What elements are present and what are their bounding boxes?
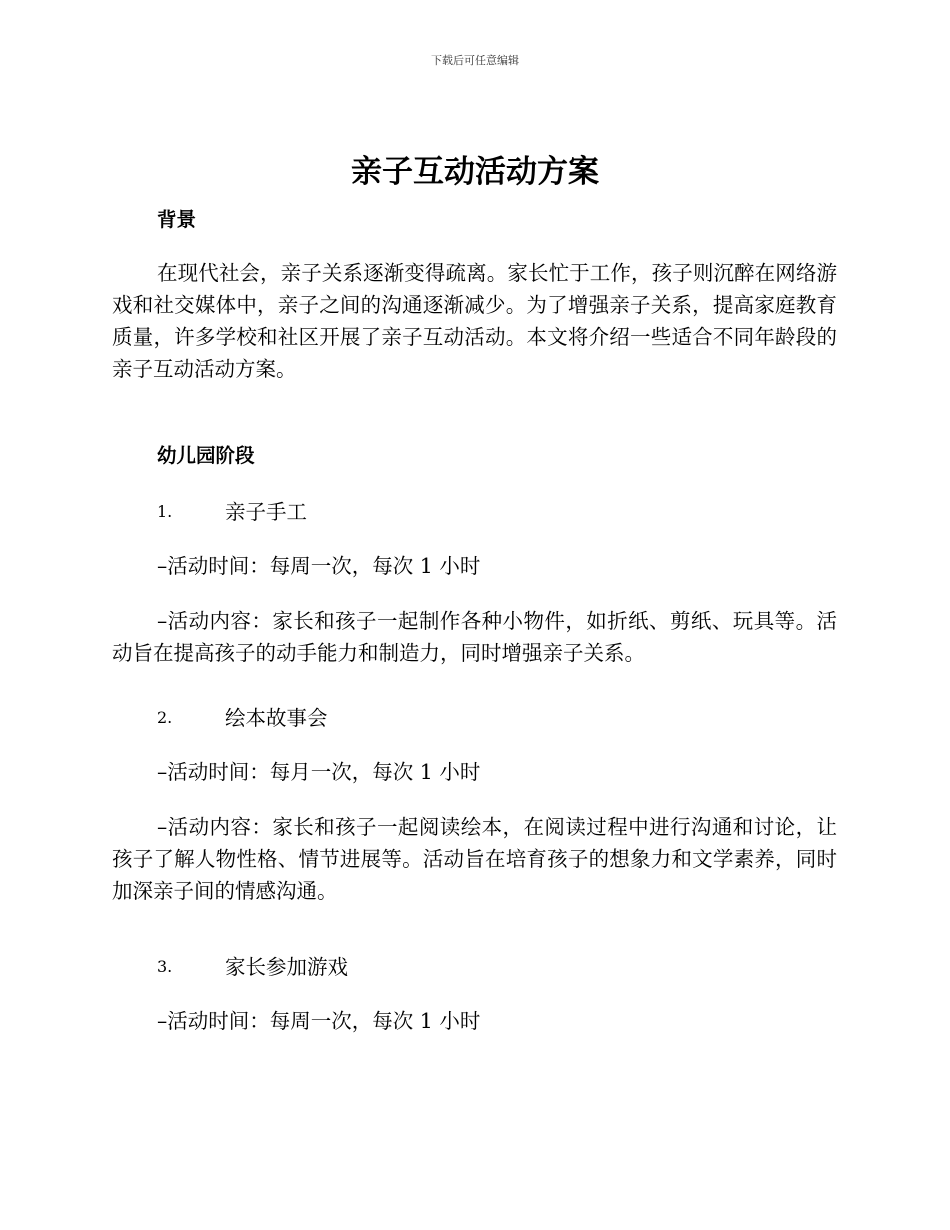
activity-time: –活动时间：每周一次，每次 1 小时 (157, 1009, 481, 1033)
list-item-name: 绘本故事会 (225, 706, 328, 730)
list-item-name: 亲子手工 (225, 500, 307, 524)
activity-content: –活动内容：家长和孩子一起阅读绘本，在阅读过程中进行沟通和讨论，让孩子了解人物性格、情节进展等。活动旨在培育孩子的想象力和文学素养，同时加深亲子间的情感沟通。 (112, 815, 837, 903)
activity-time: –活动时间：每周一次，每次 1 小时 (157, 554, 481, 578)
activity-content: –活动内容：家长和孩子一起制作各种小物件，如折纸、剪纸、玩具等。活动旨在提高孩子的动手能力和制造力，同时增强亲子关系。 (112, 609, 837, 665)
list-item-number: 2. (157, 708, 173, 727)
list-item-number: 1. (157, 502, 173, 521)
page-header-note: 下载后可任意编辑 (431, 54, 519, 67)
list-item-number: 3. (157, 957, 173, 976)
list-item-name: 家长参加游戏 (225, 955, 348, 979)
section-heading-background: 背景 (157, 208, 197, 231)
document-title: 亲子互动活动方案 (351, 154, 599, 190)
section-heading-kindergarten: 幼儿园阶段 (157, 444, 255, 467)
background-paragraph: 在现代社会，亲子关系逐渐变得疏离。家长忙于工作，孩子则沉醉在网络游戏和社交媒体中，亲子之间的沟通逐渐减少。为了增强亲子关系，提高家庭教育质量，许多学校和社区开展了亲子互动活动。本文将介绍一些适合不同年龄段的亲子互动活动方案。 (112, 261, 837, 381)
activity-time: –活动时间：每月一次，每次 1 小时 (157, 760, 481, 784)
